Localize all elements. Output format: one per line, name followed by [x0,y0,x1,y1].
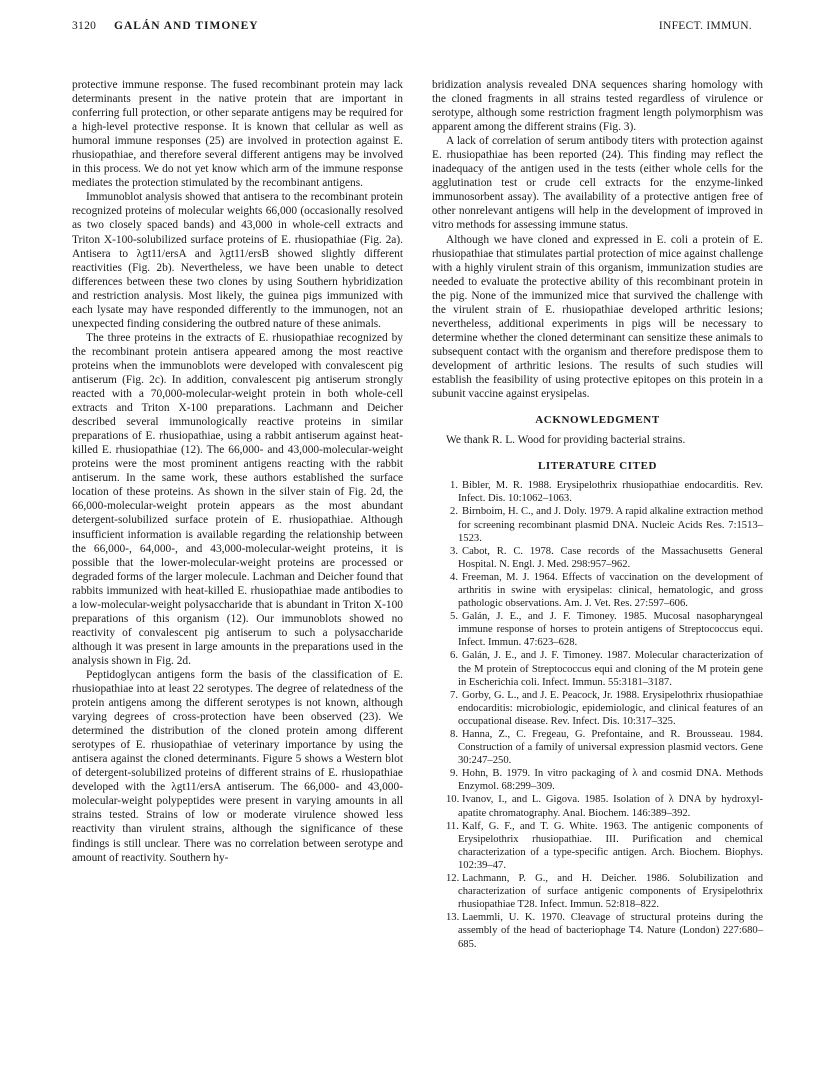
reference-item: 2. Birnboim, H. C., and J. Doly. 1979. A rapid alkaline extraction method for screening recombinant plasmid DNA. Nucleic Acids Res. 7:1513–1523. [450,506,763,544]
left-paragraph-2: Immunoblot analysis showed that antisera to the recombinant protein recognized proteins of molecular weights 66,000 (occasionally resolved as two closely spaced bands) and 43,000 in whole-cell extracts and Triton X-100-solubilized surface proteins of E. rhusiopathiae (Fig. 2a). Antisera to λgt11/ersA and λgt11/ersB showed slightly different reactivities (Fig. 2b). Nevertheless, we have been unable to detect differences between these two clones by using Southern hybridization and restriction analysis. Most likely, the guinea pigs immunized with each lysate may have responded differently to the immunogen, not an unexpected finding considering the outbred nature of these animals. [72,191,403,330]
right-paragraph-3: Although we have cloned and expressed in E. coli a protein of E. rhusiopathiae that stimulates partial protection of mice against challenge with a highly virulent strain of this organism, immunization studies are needed to evaluate the protective ability of this recombinant protein in the pig. None of the immunized mice that survived the challenge with the virulent strain of E. rhusiopathiae developed arthritic lesions; nevertheless, additional experiments in pigs will be necessary to determine whether the cloned determinant can sensitize these animals to subsequent contact with the organism and therefore predispose them to development of arthritic lesions. The results of such studies will establish the feasibility of using protective epitopes on this protein in a subunit vaccine against erysipelas. [432,233,763,401]
page-number: 3120 [72,20,97,32]
reference-item: 8. Hanna, Z., C. Fregeau, G. Prefontaine, and R. Brousseau. 1984. Construction of a family of universal expression plasmid vectors. Gene 30:247–250. [450,729,763,767]
acknowledgment-heading: ACKNOWLEDGMENT [535,414,660,427]
acknowledgment-text: We thank R. L. Wood for providing bacterial strains. [446,434,686,447]
reference-item: 9. Hohn, B. 1979. In vitro packaging of λ and cosmid DNA. Methods Enzymol. 68:299–309. [450,768,763,793]
reference-item: 12. Lachmann, P. G., and H. Deicher. 1986. Solubilization and characterization of surface antigenic components of Erysipelothrix rhusiopathiae T28. Infect. Immun. 52:818–822. [446,873,763,911]
left-paragraph-4: Peptidoglycan antigens form the basis of the classification of E. rhusiopathiae into at least 22 serotypes. The degree of relatedness of the protein antigens among the different serotypes is not known, although varying degrees of cross-protection have been observed (23). We determined the distribution of the cloned protein among different serotypes of E. rhusiopathiae of veterinary importance by using the antisera against the cloned determinants. Figure 5 shows a Western blot of detergent-solubilized proteins of different strains of E. rhusiopathiae developed with the λgt11/ersA antiserum. The 66,000- and 43,000-molecular-weight polypeptides were present in varying amounts in all strains tested. Strains of low or moderate virulence showed less reactivity than virulent strains, although the significance of these findings is still unclear. There was no correlation between serotype and amount of reactivity. Southern hy- [72,668,403,864]
right-paragraph-2: A lack of correlation of serum antibody titers with protection against E. rhusiopathiae has been reported (24). This finding may reflect the inadequacy of the antigen used in the tests (either whole cells for the agglutination test or crude cell extracts for the enzyme-linked immunosorbent assay). The availability of a protective antigen free of other nonrelevant antigens will help in the development of improved in vitro methods for assessing immune status. [432,135,763,232]
right-column [432,78,763,951]
reference-item: 11. Kalf, G. F., and T. G. White. 1963. The antigenic components of Erysipelothrix rhusiopathiae. III. Purification and chemical characterization of a type-specific antigen. Arch. Biochem. Biophys. 102:39–47. [446,820,763,871]
right-paragraph-1: bridization analysis revealed DNA sequences sharing homology with the cloned fragments in all strains tested regardless of virulence or serotype, although some restriction fragment length polymorphism was apparent among the different strains (Fig. 3). [432,79,763,134]
reference-item: 13. Laemmli, U. K. 1970. Cleavage of structural proteins during the assembly of the head of bacteriophage T4. Nature (London) 227:680–685. [446,912,763,950]
reference-list [432,479,763,950]
reference-item: 6. Galán, J. E., and J. F. Timoney. 1987. Molecular characterization of the M protein of Streptococcus equi and cloning of the M protein gene in Escherichia coli. Infect. Immun. 55:3181–3187. [450,650,763,688]
running-header [72,20,752,38]
reference-item: 7. Gorby, G. L., and J. E. Peacock, Jr. 1988. Erysipelothrix rhusiopathiae endocarditis: microbiologic, epidemiologic, and clinical features of an occupational disease. Rev. Infect. Dis. 10:317–325. [450,689,763,727]
reference-item: 10. Ivanov, I., and L. Gigova. 1985. Isolation of λ DNA by hydroxyl-apatite chromatography. Anal. Biochem. 146:389–392. [446,794,763,819]
reference-item: 1. Bibler, M. R. 1988. Erysipelothrix rhusiopathiae endocarditis. Rev. Infect. Dis. 10:1062–1063. [450,480,763,505]
reference-item: 5. Galán, J. E., and J. F. Timoney. 1985. Mucosal nasopharyngeal immune response of horses to protein antigens of Streptococcus equi. Infect. Immun. 47:623–628. [450,611,763,649]
reference-item: 3. Cabot, R. C. 1978. Case records of the Massachusetts General Hospital. N. Engl. J. Med. 298:957–962. [450,545,763,570]
left-paragraph-1: protective immune response. The fused recombinant protein may lack determinants present in the native protein that are important in conferring full protection, or other separate antigens may be required for a high-level protective response. It is known that cellular as well as humoral immune responses (25) are involved in protection against E. rhusiopathiae, and therefore several different antigens may be involved in this process. We do not yet know which arm of the immune response mediates the protection stimulated by the recombinant antigens. [72,79,403,190]
left-paragraph-3: The three proteins in the extracts of E. rhusiopathiae recognized by the recombinant protein antisera appeared among the most reactive proteins when the immunoblots were developed with convalescent pig antiserum (Fig. 2c). In addition, convalescent pig antiserum strongly reacted with a 70,000-molecular-weight protein in both whole-cell extracts and Triton X-100 preparations. Lachmann and Deicher described several immunologically reactive proteins in similar preparations of E. rhusiopathiae, using a rabbit antiserum against heat-killed E. rhusiopathiae (12). The 66,000- and 43,000-molecular-weight proteins were the most prominent antigens reacting with the rabbit antiserum. In the same work, these authors established the surface location of these proteins. As shown in the silver stain of Fig. 2d, the 66,000-molecular-weight protein appears as the most abundant detergent-solubilized surface protein of E. rhusiopathiae. Although insufficient information is available regarding the relationship between the 66,000-, 64,000-, and 43,000-molecular-weight proteins, it is possible that the lower-molecular-weight proteins are processed or degraded forms of the larger molecule. Lachman and Deicher found that rabbits immunized with heat-killed E. rhusiopathiae made antibodies to a low-molecular-weight polysaccharide that is abundant in Triton X-100 preparations of this organism (12). Our immunoblots showed no reactivity of convalescent pig antiserum to such a polysaccharide although it was present in large amounts in the preparations used in the analysis shown in Fig. 2d. [72,331,403,667]
reference-item: 4. Freeman, M. J. 1964. Effects of vaccination on the development of arthritis in swine with erysipelas: clinical, hematologic, and gross pathologic observations. Am. J. Vet. Res. 27:597–606. [450,571,763,610]
journal-name: INFECT. IMMUN. [658,20,752,32]
running-authors: GALÁN AND TIMONEY [114,20,259,32]
left-column [72,78,403,865]
literature-cited-heading: LITERATURE CITED [537,460,658,473]
